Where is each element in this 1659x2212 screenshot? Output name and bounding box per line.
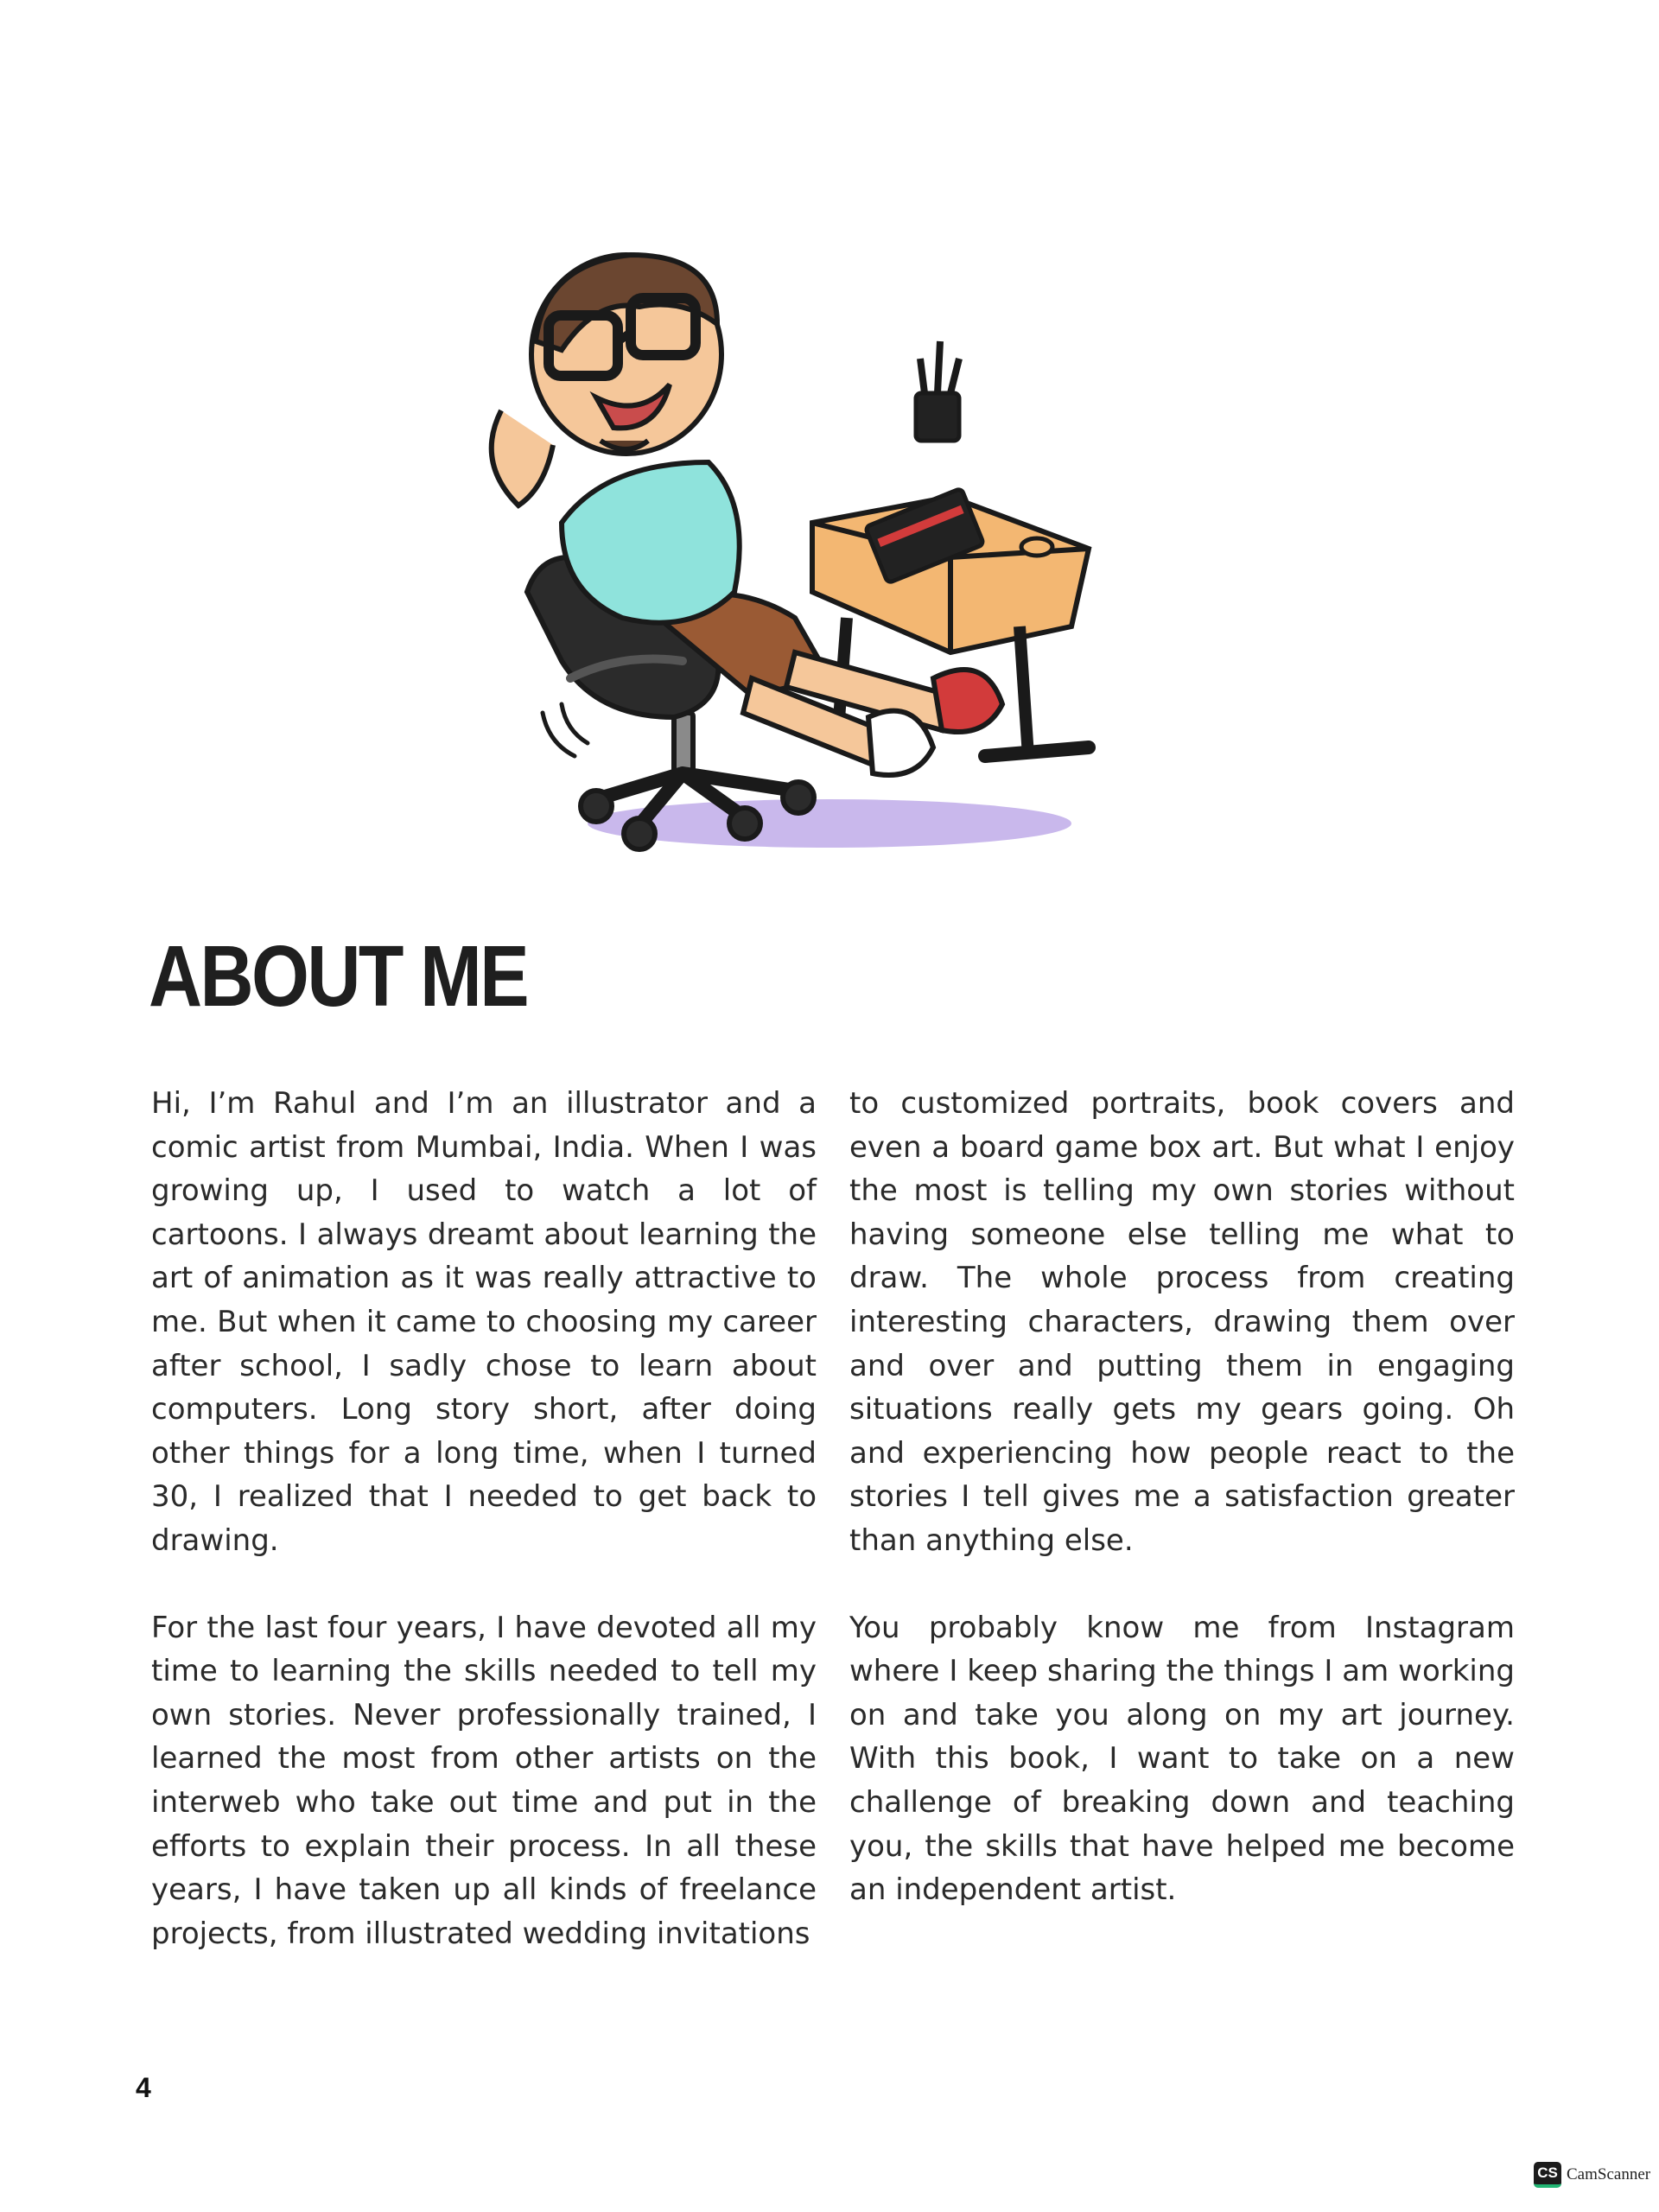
paragraph: Hi, I’m Rahul and I’m an illustrator and a comic artist from Mumbai, India. When I was growing up, I used to watch a lot of cartoons. I always dreamt about learning the art of animation as it was really attractive to me. But when it came to choosing my career after school, I sadly chose to learn about computers. Long story short, after doing other things for a long time, when I turned 30, I realized that I needed to get back to drawing. [151, 1086, 817, 1558]
artist-illustration-icon [467, 246, 1158, 868]
page-title: ABOUT ME [149, 928, 528, 1025]
text-column-right [849, 1082, 1515, 1955]
camscanner-watermark [1534, 2160, 1650, 2190]
paragraph: to customized portraits, book covers and even a board game box art. But what I enjoy the most is telling my own stories without having someone else telling me what to draw. The whole process from creating interesting characters, drawing them over and over and putting them in engaging situations really gets my gears going. Oh and experiencing how people react to the stories I tell gives me a satisfaction greater than anything else. [849, 1086, 1515, 1558]
paragraph: For the last four years, I have devoted all my time to learning the skills needed to tell my own stories. Never professionally trained, I learned the most from other artists on the interweb who take out time and put in the efforts to explain their process. In all these years, I have taken up all kinds of freelance projects, from illustrated wedding invitations [151, 1610, 817, 1951]
page-number: 4 [136, 2072, 151, 2103]
camscanner-logo-icon: CS [1534, 2162, 1561, 2188]
paragraph: You probably know me from Instagram where I keep sharing the things I am working on and take you along on my art journey. With this book, I want to take on a new challenge of breaking down and teaching you, the skills that have helped me become an independent artist. [849, 1610, 1515, 1908]
text-column-left [151, 1082, 817, 1999]
watermark-text: CamScanner [1567, 2165, 1651, 2183]
